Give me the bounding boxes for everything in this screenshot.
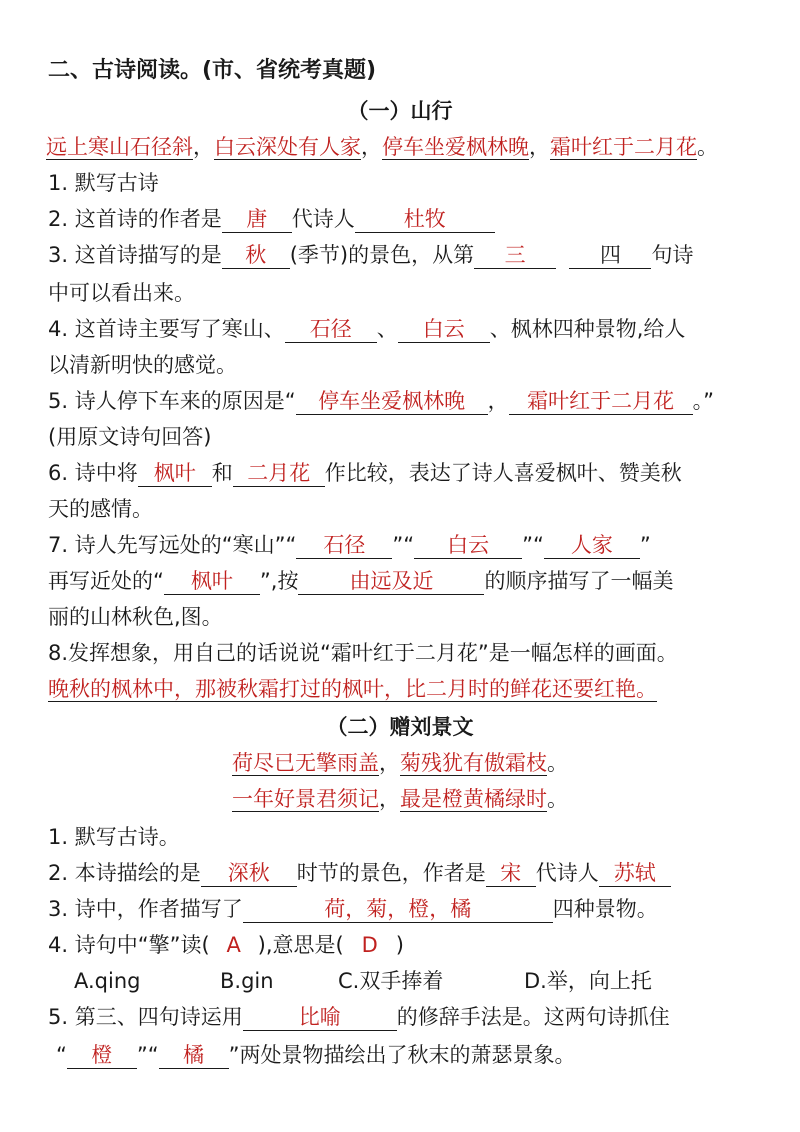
option-c[interactable]: C.双手捧着 — [338, 969, 444, 993]
answer-choice[interactable]: A — [226, 933, 241, 957]
p1-question-7-cont2: 丽的山林秋色,图。 — [48, 605, 223, 629]
verse-line-1: 远上寒山石径斜 — [46, 135, 193, 159]
p2-question-1: 1. 默写古诗。 — [48, 825, 180, 849]
p1-question-4: 4. 这首诗主要写了寒山、 石径 、 白云 、枫林四种景物,给人 — [48, 317, 686, 341]
poem1-verse: 远上寒山石径斜，白云深处有人家，停车坐爱枫林晚，霜叶红于二月花。 — [46, 135, 718, 159]
p1-question-1: 1. 默写古诗 — [48, 171, 159, 195]
answer-blank[interactable]: 四 — [569, 242, 651, 269]
answer-blank[interactable]: 唐 — [222, 206, 292, 233]
p2-question-2: 2. 本诗描绘的是 深秋 时节的景色，作者是 宋 代诗人 苏轼 — [48, 858, 760, 888]
p1-question-5: 5. 诗人停下车来的原因是“ 停车坐爱枫林晚 ， 霜叶红于二月花 。” — [48, 389, 714, 413]
answer-blank[interactable]: 白云 — [414, 532, 522, 559]
answer-blank[interactable]: 二月花 — [233, 460, 325, 487]
p1-question-7: 7. 诗人先写远处的“寒山”“ 石径 ”“ 白云 ”“ 人家 ” — [48, 533, 651, 557]
answer-blank[interactable]: 杜牧 — [355, 206, 495, 233]
answer-blank[interactable]: 枫叶 — [138, 460, 212, 487]
option-d[interactable]: D.举，向上托 — [524, 969, 652, 993]
answer-blank[interactable]: 比喻 — [243, 1004, 397, 1031]
answer-choice[interactable]: D — [361, 933, 378, 957]
answer-blank[interactable]: 橘 — [159, 1042, 229, 1069]
answer-blank[interactable]: 苏轼 — [599, 860, 671, 887]
poem1-title: （一）山行 — [347, 99, 453, 123]
p1-question-8-answer[interactable]: 晚秋的枫林中，那被秋霜打过的枫叶，比二月时的鲜花还要红艳。 — [48, 677, 657, 701]
p1-question-4-cont: 以清新明快的感觉。 — [48, 353, 237, 377]
answer-blank[interactable]: 白云 — [398, 316, 490, 343]
answer-blank[interactable]: 荷，菊，橙，橘 — [243, 896, 553, 923]
p1-question-2: 2. 这首诗的作者是 唐 代诗人 杜牧 — [48, 204, 760, 234]
option-b[interactable]: B.gin — [220, 969, 274, 993]
p1-question-3: 3. 这首诗描写的是 秋 (季节)的景色，从第 三 四 句诗 — [48, 243, 694, 267]
verse-line-3: 停车坐爱枫林晚 — [382, 135, 529, 159]
option-a[interactable]: A.qing — [74, 969, 141, 993]
p1-question-8: 8.发挥想象，用自己的话说说“霜叶红于二月花”是一幅怎样的画面。 — [48, 641, 678, 665]
answer-blank[interactable]: 石径 — [296, 532, 392, 559]
verse-line-2: 白云深处有人家 — [214, 135, 361, 159]
answer-blank[interactable]: 秋 — [222, 242, 290, 269]
poem2-title: （二）赠刘景文 — [326, 715, 474, 739]
p2-question-4-options — [74, 966, 760, 996]
p2-question-4: 4. 诗句中“擎”读( A ),意思是( D ) — [48, 930, 760, 960]
answer-blank[interactable]: 深秋 — [201, 860, 297, 887]
verse-line-4: 霜叶红于二月花 — [550, 135, 697, 159]
answer-blank[interactable]: 三 — [474, 242, 556, 269]
p1-question-5-cont: (用原文诗句回答) — [48, 425, 212, 449]
answer-blank[interactable]: 由远及近 — [298, 568, 484, 595]
answer-blank[interactable]: 停车坐爱枫林晚 — [296, 388, 488, 415]
p1-question-6-cont: 天的感情。 — [48, 497, 153, 521]
poem2-verse-1: 荷尽已无擎雨盖，菊残犹有傲霜枝。 — [232, 751, 568, 775]
answer-blank[interactable]: 霜叶红于二月花 — [509, 388, 693, 415]
answer-blank[interactable]: 橙 — [67, 1042, 137, 1069]
section-heading: 二、古诗阅读。(市、省统考真题) — [48, 58, 377, 83]
p1-question-6: 6. 诗中将 枫叶 和 二月花 作比较，表达了诗人喜爱枫叶、赞美秋 — [48, 461, 682, 485]
p1-question-3-cont: 中可以看出来。 — [48, 281, 195, 305]
answer-blank[interactable]: 石径 — [285, 316, 377, 343]
answer-blank[interactable]: 宋 — [486, 860, 536, 887]
answer-blank[interactable]: 枫叶 — [164, 568, 260, 595]
p1-question-7-cont: 再写近处的“ 枫叶 ”,按 由远及近 的顺序描写了一幅美 — [48, 569, 674, 593]
p2-question-3: 3. 诗中，作者描写了 荷，菊，橙，橘 四种景物。 — [48, 897, 658, 921]
answer-blank[interactable]: 人家 — [544, 532, 640, 559]
p2-question-5-cont: “ 橙 ”“ 橘 ”两处景物描绘出了秋末的萧瑟景象。 — [56, 1043, 576, 1067]
p2-question-5: 5. 第三、四句诗运用 比喻 的修辞手法是。这两句诗抓住 — [48, 1005, 670, 1029]
poem2-verse-2: 一年好景君须记，最是橙黄橘绿时。 — [232, 787, 568, 811]
